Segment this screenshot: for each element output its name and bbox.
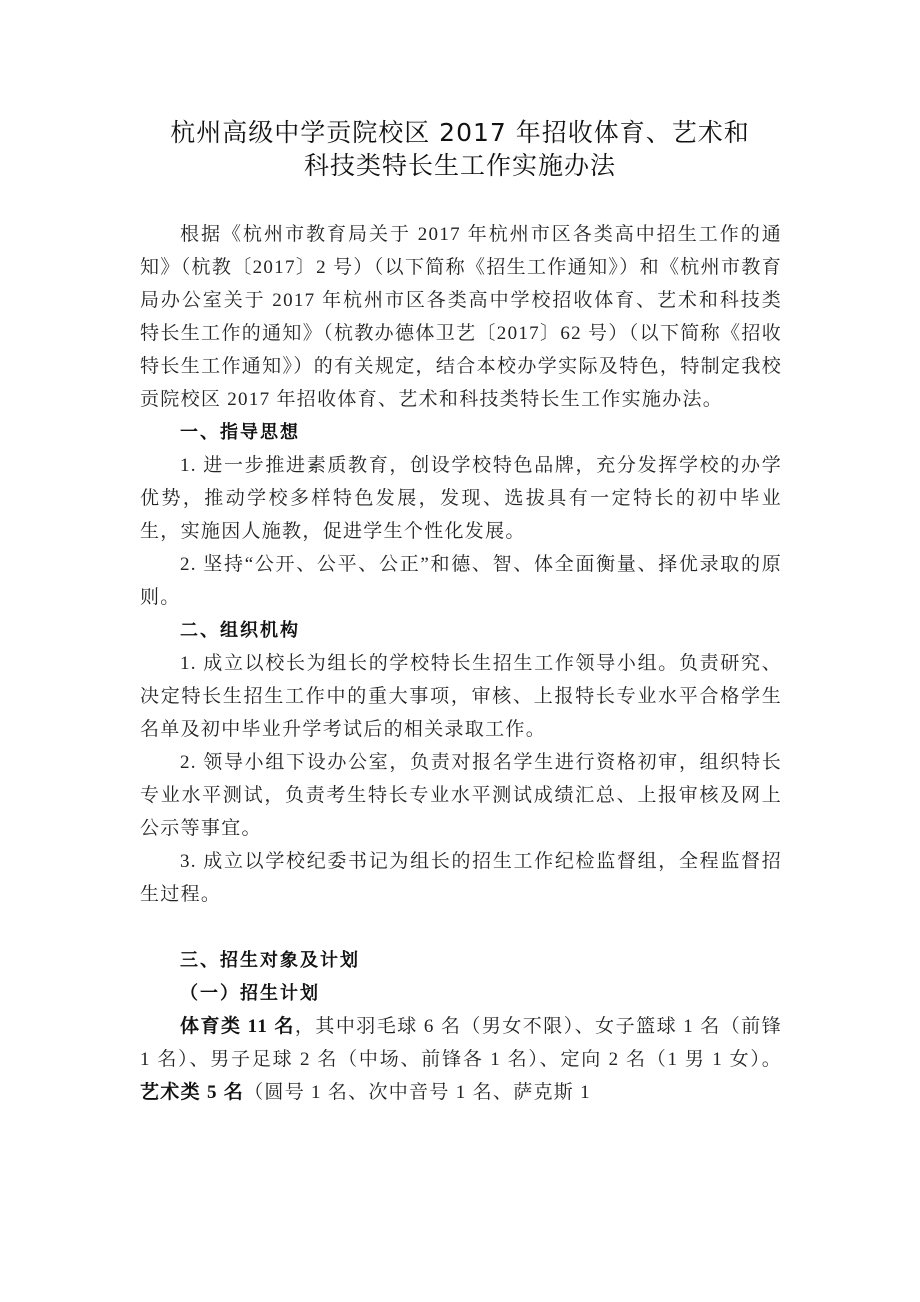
section-heading-guiding-principles: 一、指导思想 <box>180 422 300 443</box>
sports-quota-label: 体育类 11 名 <box>180 1016 295 1037</box>
intro-paragraph: 根据《杭州市教育局关于 2017 年杭州市区各类高中招生工作的通知》（杭教〔2017〕2 号）（以下简称《招生工作通知》）和《杭州市教育局办公室关于 2017 年杭州市区各类高中学校招收体育、艺术和科技类特长生工作的通知》（杭教办德体卫艺〔2017〕62 号）（以下简称《招收特长生工作通知》）的有关规定，结合本校办学实际及特色，特制定我校贡院校区 2017 年招收体育、艺术和科技类特长生工作实施办法。 <box>140 224 782 410</box>
section-heading-enrollment-plan: 三、招生对象及计划 <box>180 950 360 971</box>
section2-item-1: 1. 成立以校长为组长的学校特长生招生工作领导小组。负责研究、决定特长生招生工作中的重大事项，审核、上报特长专业水平合格学生名单及初中毕业升学考试后的相关录取工作。 <box>140 653 782 740</box>
arts-quota-label: 艺术类 5 名 <box>140 1082 245 1103</box>
section-heading-organization: 二、组织机构 <box>180 620 300 641</box>
enrollment-plan-paragraph <box>140 1010 782 1109</box>
arts-quota-details: （圆号 1 名、次中音号 1 名、萨克斯 1 <box>244 1082 591 1103</box>
subsection-heading-enrollment-plan: （一）招生计划 <box>180 983 320 1004</box>
document-body <box>140 218 782 1109</box>
section2-item-3: 3. 成立以学校纪委书记为组长的招生工作纪检监督组，全程监督招生过程。 <box>140 851 782 905</box>
sports-quota-details: ，其中羽毛球 6 名（男女不限）、女子篮球 1 名（前锋 1 名）、男子足球 2 名（中场、前锋各 1 名）、定向 2 名（1 男 1 女）。 <box>140 1016 782 1070</box>
document-title-line-2: 科技类特长生工作实施办法 <box>303 151 616 180</box>
section1-item-2: 2. 坚持“公开、公平、公正”和德、智、体全面衡量、择优录取的原则。 <box>140 554 782 608</box>
document-title-line-1: 杭州高级中学贡院校区 2017 年招收体育、艺术和 <box>170 118 750 147</box>
blank-line <box>140 911 782 944</box>
section1-item-1: 1. 进一步推进素质教育，创设学校特色品牌，充分发挥学校的办学优势，推动学校多样特色发展，发现、选拔具有一定特长的初中毕业生，实施因人施教，促进学生个性化发展。 <box>140 455 782 542</box>
section2-item-2: 2. 领导小组下设办公室，负责对报名学生进行资格初审，组织特长专业水平测试，负责考生特长专业水平测试成绩汇总、上报审核及网上公示等事宜。 <box>140 752 782 839</box>
